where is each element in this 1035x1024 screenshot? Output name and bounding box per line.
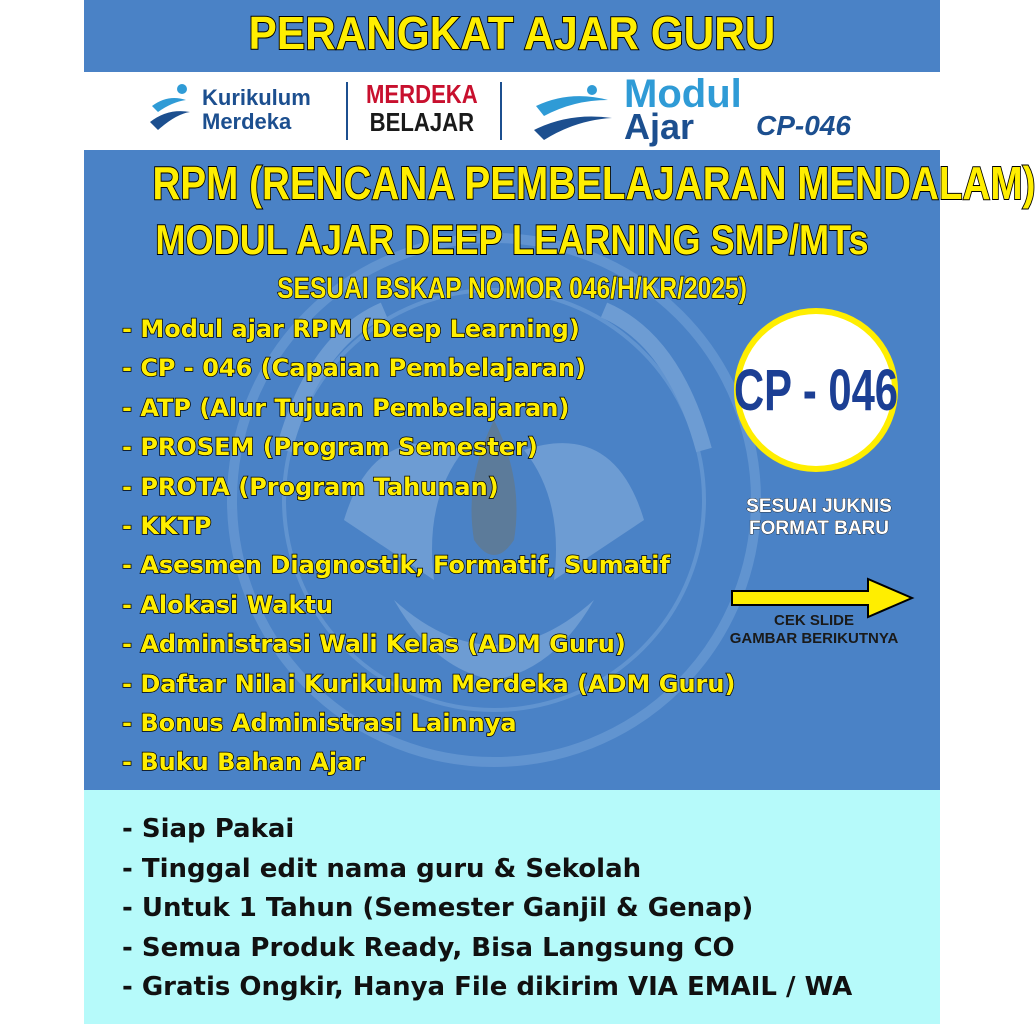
main-panel: [84, 150, 1035, 790]
juknis-line2: FORMAT BARU: [748, 518, 889, 539]
list-item: - CP - 046 (Capaian Pembelajaran): [122, 354, 586, 383]
cek-line1: CEK SLIDE: [773, 612, 854, 629]
header-band: [84, 0, 940, 72]
merdeka-belajar-line1: MERDEKA: [366, 79, 478, 109]
list-item: - Siap Pakai: [122, 814, 295, 844]
merdeka-line: Merdeka: [202, 109, 292, 134]
ajar-word: Ajar: [624, 106, 695, 147]
poster-title: PERANGKAT AJAR GURU: [248, 7, 776, 59]
cp-046-badge: [734, 308, 898, 472]
list-item: - ATP (Alur Tujuan Pembelajaran): [122, 393, 570, 422]
cek-line2: GAMBAR BERIKUTNYA: [729, 630, 899, 647]
kurikulum-merdeka-logo-icon: [146, 82, 196, 138]
list-item: - Bonus Administrasi Lainnya: [122, 709, 517, 738]
logo-divider: [500, 82, 502, 140]
headline-modul-ajar: MODUL AJAR DEEP LEARNING SMP/MTs: [155, 216, 869, 263]
juknis-line1: SESUAI JUKNIS: [746, 496, 892, 517]
list-item: - Alokasi Waktu: [122, 590, 333, 619]
list-item: - Semua Produk Ready, Bisa Langsung CO: [122, 932, 735, 963]
benefits-panel: [84, 790, 940, 1024]
list-item: - Daftar Nilai Kurikulum Merdeka (ADM Guru): [122, 669, 736, 698]
modul-ajar-logo-icon: [530, 82, 616, 142]
poster: [84, 0, 1035, 1024]
list-item: - Buku Bahan Ajar: [122, 748, 366, 777]
logo-divider: [346, 82, 348, 140]
list-item: - PROSEM (Program Semester): [122, 433, 538, 462]
kurikulum-merdeka-text: [202, 86, 311, 134]
list-item: - PROTA (Program Tahunan): [122, 472, 499, 501]
list-item: - Modul ajar RPM (Deep Learning): [122, 315, 580, 343]
cek-slide-note: [696, 612, 932, 648]
list-item: - Gratis Ongkir, Hanya File dikirim VIA EMAIL / WA: [122, 972, 853, 1003]
kurikulum-line: Kurikulum: [202, 85, 311, 110]
list-item: - Untuk 1 Tahun (Semester Ganjil & Genap): [122, 893, 754, 924]
list-item: - Administrasi Wali Kelas (ADM Guru): [122, 630, 626, 659]
badge-label: CP - 046: [733, 357, 899, 423]
juknis-note: [714, 496, 924, 540]
logo-strip: [84, 72, 940, 150]
modul-word: Modul: [624, 72, 742, 116]
feature-list: [122, 310, 735, 783]
merdeka-belajar-logo: [366, 80, 478, 136]
merdeka-belajar-line2: BELAJAR: [369, 107, 475, 137]
cp-code: CP-046: [756, 110, 851, 141]
list-item: - Tinggal edit nama guru & Sekolah: [122, 853, 642, 884]
headline-rpm: RPM (RENCANA PEMBELAJARAN MENDALAM): [152, 157, 1035, 209]
benefits-list: [122, 810, 852, 1008]
list-item: - KKTP: [122, 512, 212, 541]
headline-bskap: SESUAI BSKAP NOMOR 046/H/KR/2025): [277, 272, 747, 305]
list-item: - Asesmen Diagnostik, Formatif, Sumatif: [122, 551, 670, 580]
